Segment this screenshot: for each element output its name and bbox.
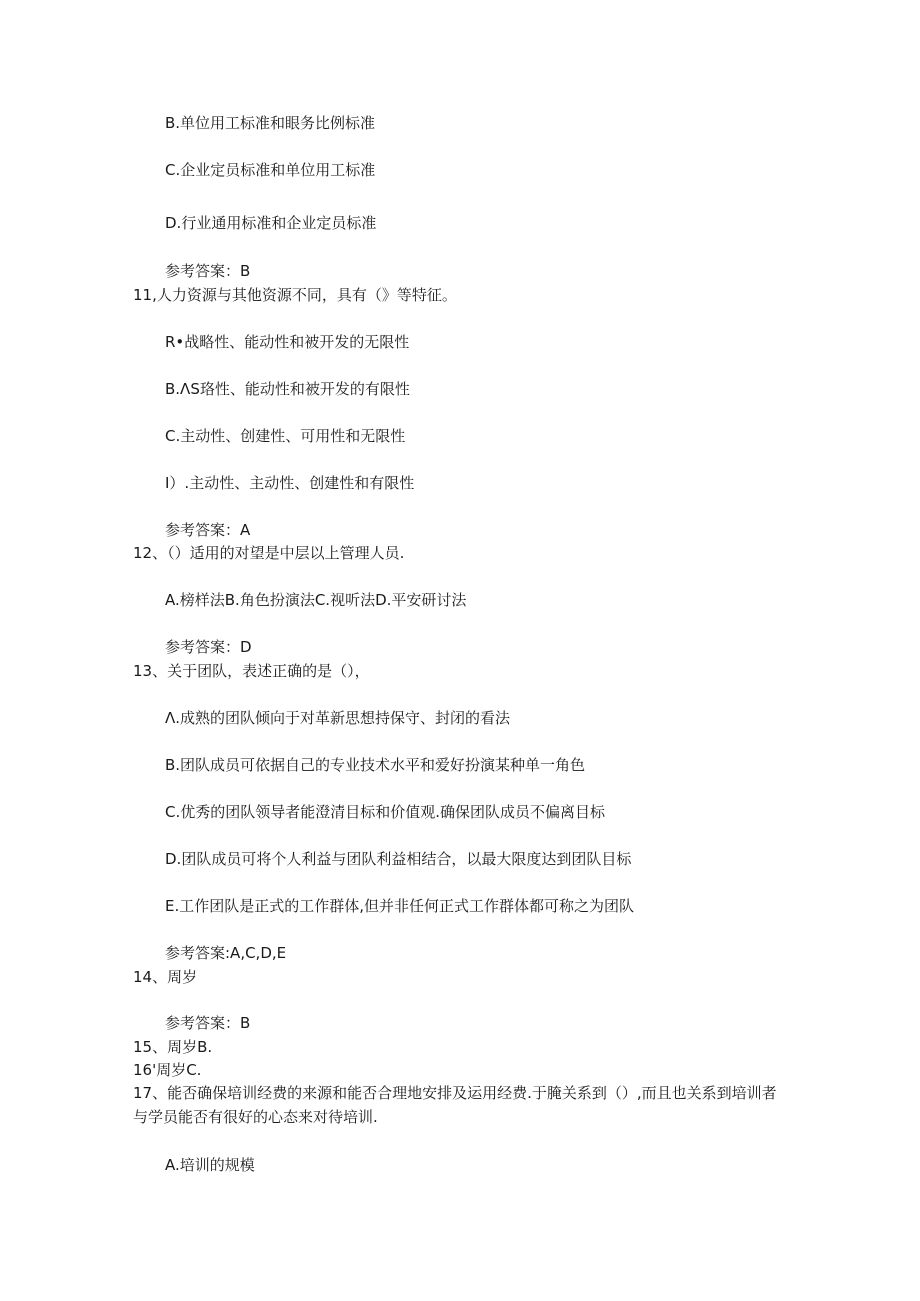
question-15: 15、周岁B. <box>133 1038 213 1056</box>
answer-q11: 参考答案：A <box>165 521 251 539</box>
question-11: 11,人力资源与其他资源不同，具有（》等特征。 <box>133 286 457 304</box>
option-d-q13: D.团队成员可将个人利益与团队利益相结合，以最大限度达到团队目标 <box>165 850 632 868</box>
option-c-q13: C.优秀的团队领导者能澄清目标和价值观.确保团队成员不偏离目标 <box>165 803 606 821</box>
option-c-q10: C.企业定员标准和单位用工标准 <box>165 161 376 179</box>
option-d-q11: I）.主动性、主动性、创建性和有限性 <box>165 474 415 492</box>
option-a-q17: A.培训的规模 <box>165 1156 255 1174</box>
question-13: 13、关于团队，表述正确的是（）， <box>133 662 370 680</box>
question-14: 14、周岁 <box>133 968 198 986</box>
answer-q12: 参考答案：D <box>165 638 252 656</box>
option-d-q10: D.行业通用标准和企业定员标准 <box>165 214 377 232</box>
answer-q14: 参考答案：B <box>165 1014 251 1032</box>
question-16: 16'周岁C. <box>133 1061 202 1079</box>
option-b-q10: B.单位用工标准和眼务比例标准 <box>165 114 376 132</box>
option-b-q13: B.团队成员可依据自己的专业技术水平和爱好扮演某种单一角色 <box>165 756 586 774</box>
options-q12: A.榜样法B.角色扮演法C.视听法D.平安研讨法 <box>165 591 467 609</box>
option-e-q13: E.工作团队是正式的工作群体,但并非任何正式工作群体都可称之为团队 <box>165 897 635 915</box>
option-b-q11: B.ΛS珞性、能动性和被开发的有限性 <box>165 380 410 398</box>
question-12: 12、（）适用的对望是中层以上管理人员. <box>133 544 405 562</box>
question-17: 17、能否确保培训经费的来源和能否合理地安排及运用经费.于腌关系到（）,而且也关系到培训者与学员能否有很好的心态来对待培训. <box>133 1084 777 1126</box>
option-a-q13: Λ.成熟的团队倾向于对革新思想持保守、封闭的看法 <box>165 709 511 727</box>
answer-q13: 参考答案:A,C,D,E <box>165 944 287 962</box>
option-c-q11: C.主动性、创建性、可用性和无限性 <box>165 427 406 445</box>
answer-q10: 参考答案：B <box>165 262 251 280</box>
option-a-q11: R•战略性、能动性和被开发的无限性 <box>165 333 410 351</box>
